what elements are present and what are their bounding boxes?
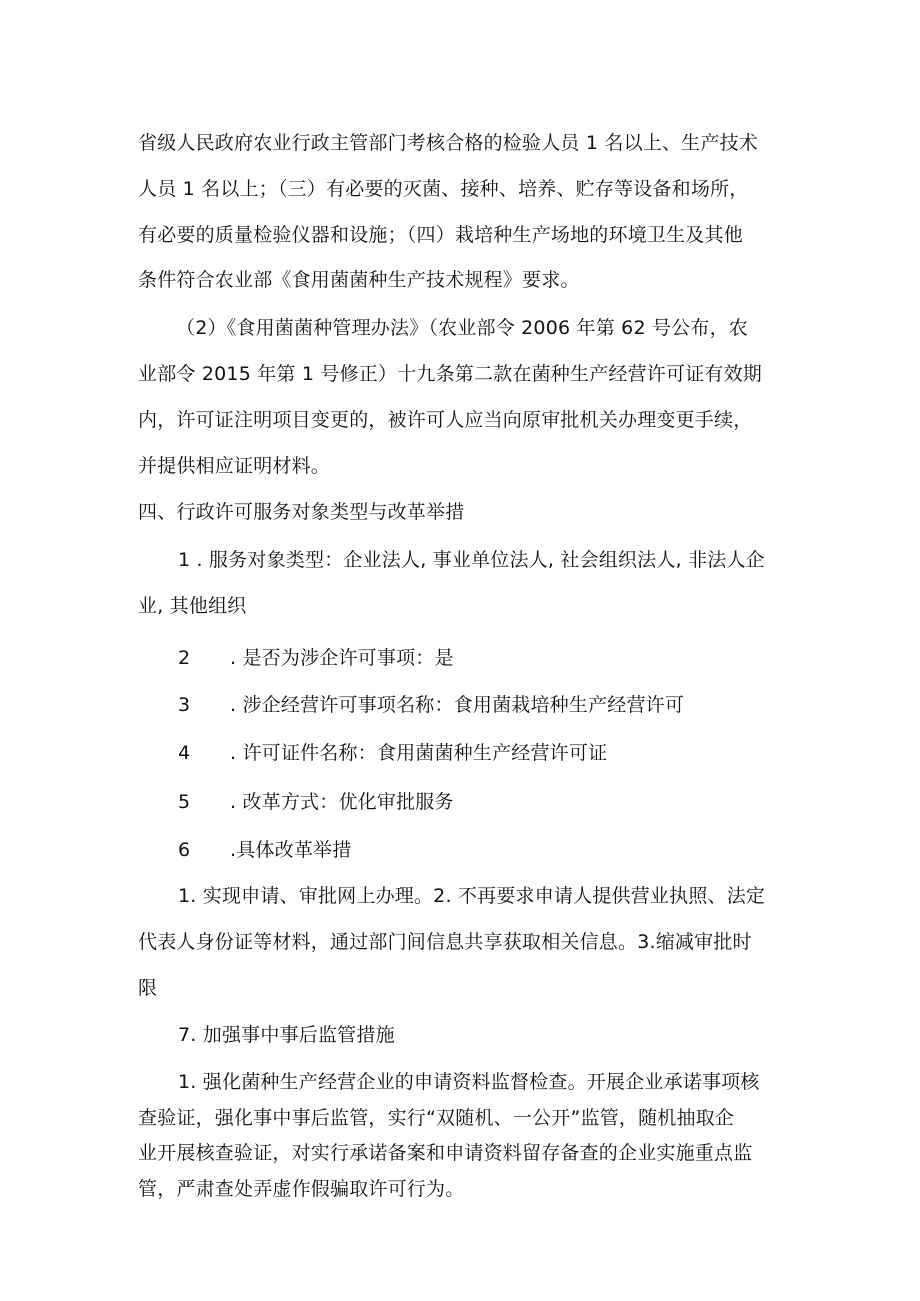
item6-number: 6	[178, 839, 191, 861]
supervision-line4: 管，严肃查处弄虚作假骗取许可行为。	[138, 1178, 465, 1200]
para1-line1: 省级人民政府农业行政主管部门考核合格的检验人员 1 名以上、生产技术	[138, 132, 758, 154]
item6	[178, 838, 351, 862]
item2	[178, 646, 454, 670]
supervision-line2: 查验证，强化事中事后监管，实行“双随机、一公开”监管，随机抽取企	[138, 1107, 735, 1129]
para1-line4: 条件符合农业部《食用菌菌种生产技术规程》要求。	[138, 269, 580, 291]
measures-line3: 限	[138, 977, 158, 999]
item7-heading: 7. 加强事中事后监管措施	[178, 1024, 395, 1046]
para2-line2: 业部令 2015 年第 1 号修正）十九条第二款在菌种生产经营许可证有效期	[138, 363, 763, 385]
item3-number: 3	[178, 694, 191, 716]
para1-line3: 有必要的质量检验仪器和设施；（四）栽培种生产场地的环境卫生及其他	[138, 224, 743, 246]
item2-number: 2	[178, 647, 191, 669]
item3	[178, 693, 684, 717]
item4	[178, 741, 607, 765]
item4-number: 4	[178, 742, 191, 764]
para1-line2: 人员 1 名以上；（三）有必要的灭菌、接种、培养、贮存等设备和场所，	[138, 178, 749, 200]
measures-line1: 1. 实现申请、审批网上办理。2. 不再要求申请人提供营业执照、法定	[178, 885, 766, 907]
item5	[178, 790, 454, 814]
para2-line4: 并提供相应证明材料。	[138, 455, 331, 477]
item4-text: . 许可证件名称：食用菌菌种生产经营许可证	[230, 742, 608, 764]
item1-line1: 1 . 服务对象类型：企业法人, 事业单位法人, 社会组织法人, 非法人企	[178, 549, 765, 571]
supervision-line3: 业开展核查验证，对实行承诺备案和申请资料留存备查的企业实施重点监	[138, 1142, 753, 1164]
item5-text: . 改革方式：优化审批服务	[230, 791, 454, 813]
supervision-line1: 1. 强化菌种生产经营企业的申请资料监督检查。开展企业承诺事项核	[178, 1071, 760, 1093]
para2-line3: 内，许可证注明项目变更的，被许可人应当向原审批机关办理变更手续，	[138, 409, 753, 431]
item3-text: . 涉企经营许可事项名称：食用菌栽培种生产经营许可	[230, 694, 685, 716]
item6-text: .具体改革举措	[230, 839, 352, 861]
item5-number: 5	[178, 791, 191, 813]
para2-line1: （2）《食用菌菌种管理办法》（农业部令 2006 年第 62 号公布，农	[176, 317, 748, 339]
item2-text: . 是否为涉企许可事项：是	[230, 647, 454, 669]
measures-line2: 代表人身份证等材料，通过部门间信息共享获取相关信息。3.缩减审批时	[138, 931, 752, 953]
item1-line2: 业, 其他组织	[138, 595, 247, 617]
section4-heading: 四、行政许可服务对象类型与改革举措	[138, 501, 465, 523]
